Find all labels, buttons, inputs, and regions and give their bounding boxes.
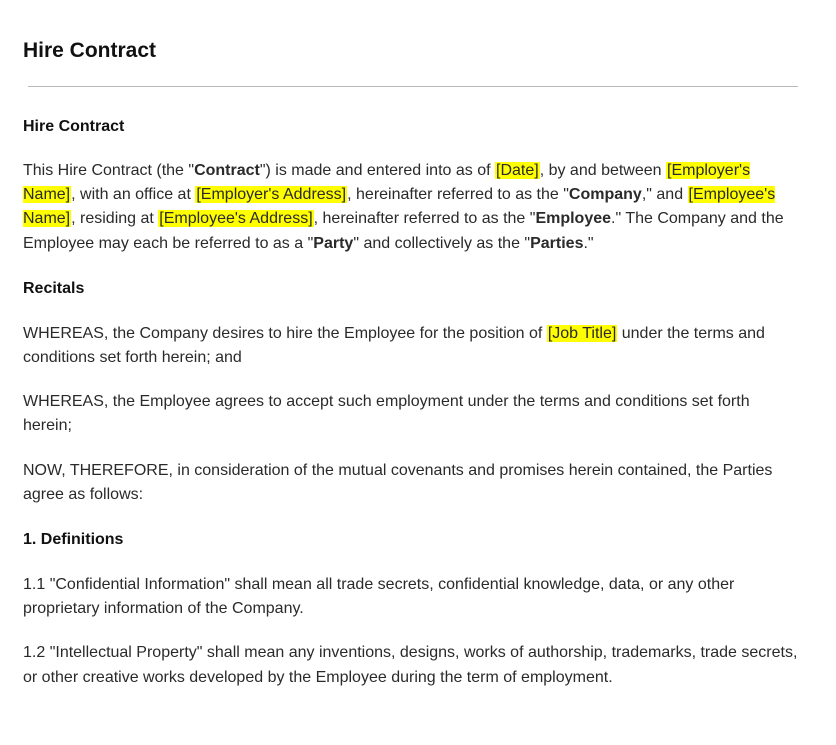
defined-term-company: Company <box>568 186 642 204</box>
intro-text: , hereinafter referred to as the " <box>347 186 569 204</box>
intro-text: , hereinafter referred to as the " <box>313 210 536 228</box>
intro-text: ," and <box>641 186 688 204</box>
intro-text: ." The Company and the Employee may each be referred to as a " <box>23 210 784 252</box>
intro-text: This Hire Contract (the " <box>23 162 195 179</box>
placeholder-employee-address[interactable]: [Employee's Address] <box>159 210 313 228</box>
recital-text: under the terms and conditions set forth herein; and <box>23 324 765 367</box>
definition-1-1: 1.1 "Confidential Information" shall mean all trade secrets, confidential knowledge, data, or any other proprietary information of the Company. <box>23 576 735 618</box>
intro-text: " and collectively as the " <box>353 234 531 252</box>
recital-text: WHEREAS, the Company desires to hire the Employee for the position of <box>23 324 547 342</box>
definition-1-2: 1.2 "Intellectual Property" shall mean any inventions, designs, works of authorship, trademarks, trade secrets, or other creative works developed by the Employee during the term of employment. <box>23 644 798 686</box>
document-title: Hire Contract <box>23 39 157 62</box>
recital-paragraph-2: WHEREAS, the Employee agrees to accept such employment under the terms and conditions set forth herein; <box>23 393 750 435</box>
recital-paragraph-1 <box>23 322 798 370</box>
defined-term-employee: Employee <box>535 210 612 228</box>
intro-text: , with an office at <box>71 186 196 204</box>
intro-text: , residing at <box>71 210 159 228</box>
intro-text: ." <box>583 234 594 252</box>
intro-paragraph <box>23 159 798 256</box>
defined-term-parties: Parties <box>530 234 584 252</box>
placeholder-employer-address[interactable]: [Employer's Address] <box>196 186 347 204</box>
intro-text: ") is made and entered into as of <box>259 162 495 179</box>
definitions-heading: 1. Definitions <box>23 531 124 549</box>
title-divider <box>28 86 798 87</box>
intro-text: , by and between <box>539 162 666 179</box>
recital-paragraph-3: NOW, THEREFORE, in consideration of the mutual covenants and promises herein contained, the Parties agree as follows: <box>23 461 773 503</box>
placeholder-date[interactable]: [Date] <box>496 162 539 179</box>
defined-term-contract: Contract <box>194 162 260 179</box>
recitals-heading: Recitals <box>23 279 85 297</box>
contract-heading: Hire Contract <box>23 118 125 135</box>
placeholder-employee-name[interactable]: [Employee's Name] <box>23 186 776 228</box>
defined-term-party: Party <box>313 234 354 252</box>
placeholder-job-title[interactable]: [Job Title] <box>547 324 617 342</box>
placeholder-employer-name[interactable]: [Employer's Name] <box>23 162 751 204</box>
